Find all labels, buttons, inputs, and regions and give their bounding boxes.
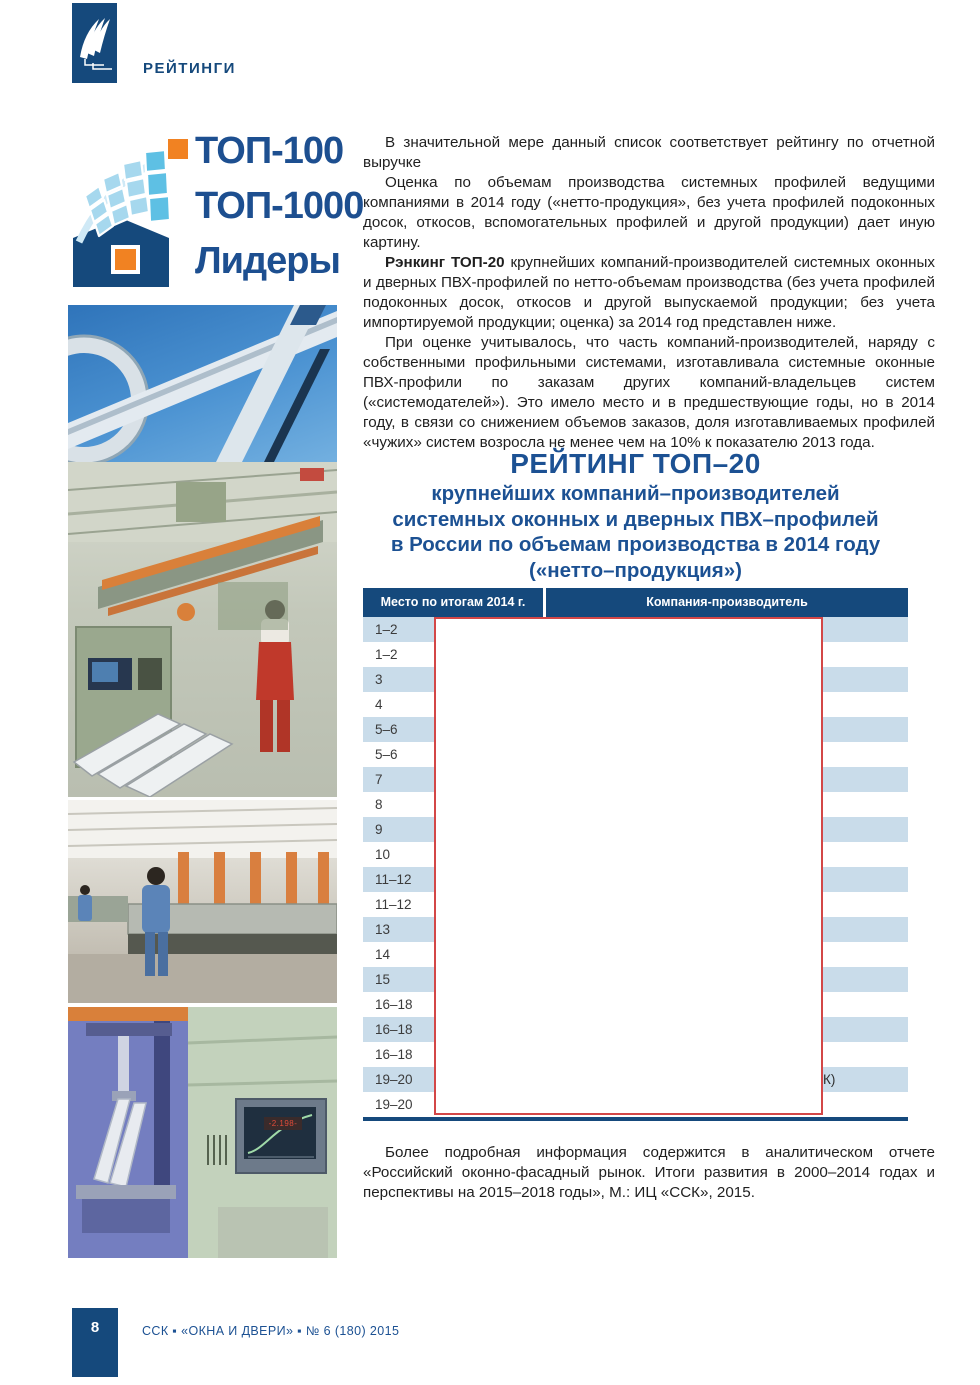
brand-line-top1000: ТОП-1000 [195, 185, 364, 227]
page-number: 8 [90, 1319, 100, 1336]
company-name-fragment: К) [823, 1072, 836, 1087]
house-windows-icon [73, 124, 189, 290]
column-header-company: Компания-производитель [546, 588, 908, 617]
article-body [363, 133, 935, 453]
place-cell: 15 [375, 972, 391, 987]
column-header-place: Место по итогам 2014 г. [363, 588, 543, 617]
top100-brand-block [73, 124, 364, 294]
photo-factory-welding-line [68, 462, 337, 797]
table-header [363, 588, 908, 617]
photo-window-profiles-sky [68, 305, 337, 462]
place-cell: 19–20 [375, 1097, 413, 1112]
photo-factory-hall-worker [68, 800, 337, 1003]
testing-display: -2.198- [264, 1117, 302, 1130]
place-cell: 8 [375, 797, 383, 812]
paragraph: Оценка по объемам производства системных профилей ведущими компаниями в 2014 году («нетто-продукция», без учета профилей подоконных досок, откосов, вспомогательных профилей и другой продукции) дает иную картину. [363, 174, 935, 251]
place-cell: 4 [375, 697, 383, 712]
rating-subtitle: крупнейших компаний–производителей [431, 482, 840, 505]
rating-subtitle: («нетто–продукция») [529, 558, 742, 582]
place-cell: 13 [375, 922, 391, 937]
place-cell: 7 [375, 772, 383, 787]
section-label: РЕЙТИНГИ [143, 60, 236, 77]
brand-line-top100: ТОП-100 [195, 130, 344, 172]
redaction-overlay [434, 617, 823, 1115]
place-cell: 10 [375, 847, 391, 862]
place-cell: 16–18 [375, 997, 413, 1012]
place-cell: 16–18 [375, 1047, 413, 1062]
rating-subtitle: в России по объемам производства в 2014 году [390, 533, 881, 556]
place-cell: 9 [375, 822, 383, 837]
place-cell: 5–6 [375, 722, 398, 737]
publisher-logo [72, 3, 117, 83]
photo-testing-machine [68, 1007, 337, 1258]
page-number-box [72, 1308, 118, 1377]
footer-imprint: ССК ▪ «ОКНА И ДВЕРИ» ▪ № 6 (180) 2015 [142, 1324, 400, 1338]
place-cell: 11–12 [375, 872, 412, 887]
place-cell: 3 [375, 672, 383, 687]
brand-line-leaders: Лидеры [195, 240, 340, 282]
place-cell: 5–6 [375, 747, 398, 762]
place-cell: 11–12 [375, 897, 412, 912]
rating-subtitle: системных оконных и дверных ПВХ–профилей [392, 507, 879, 531]
bold-lead: Рэнкинг ТОП-20 [385, 254, 505, 271]
feather-swirl-icon [72, 3, 117, 83]
table-bottom-rule [363, 1117, 908, 1121]
paragraph: В значительной мере данный список соответствует рейтингу по отчетной выручке [363, 134, 935, 171]
place-cell: 1–2 [375, 647, 398, 662]
place-cell: 16–18 [375, 1022, 413, 1037]
paragraph-text: крупнейших компаний-производителей системных оконных и дверных ПВХ-профилей по нетто-объемам производства (без учета профилей подоконных досок, откосов и другой выпускаемой продукции; без учета импортируемой продукции; оценка) за 2014 год представлен ниже. [363, 254, 935, 331]
place-cell: 19–20 [375, 1072, 413, 1087]
rating-title: РЕЙТИНГ ТОП–20 [510, 448, 761, 479]
place-cell: 14 [375, 947, 391, 962]
paragraph: При оценке учитывалось, что часть компаний-производителей, наряду с собственными профильными системами, изготавливала системные оконные ПВХ-профили по заказам других компаний-владельцев систем («системодателей»). Это имело место и в предшествующие годы, но в 2014 году, в связи со снижением объемов заказов, доля изготавливаемых профилей «чужих» систем возросла не менее чем на 10% к показателю 2013 года. [363, 334, 935, 451]
rating-heading [363, 447, 908, 583]
place-cell: 1–2 [375, 622, 398, 637]
paragraph [363, 253, 935, 333]
source-note: Более подробная информация содержится в аналитическом отчете «Российский оконно-фасадный рынок. Итоги развития в 2000–2014 годах и перспективы на 2015–2018 годы», М.: ИЦ «ССК», 2015. [363, 1144, 935, 1201]
